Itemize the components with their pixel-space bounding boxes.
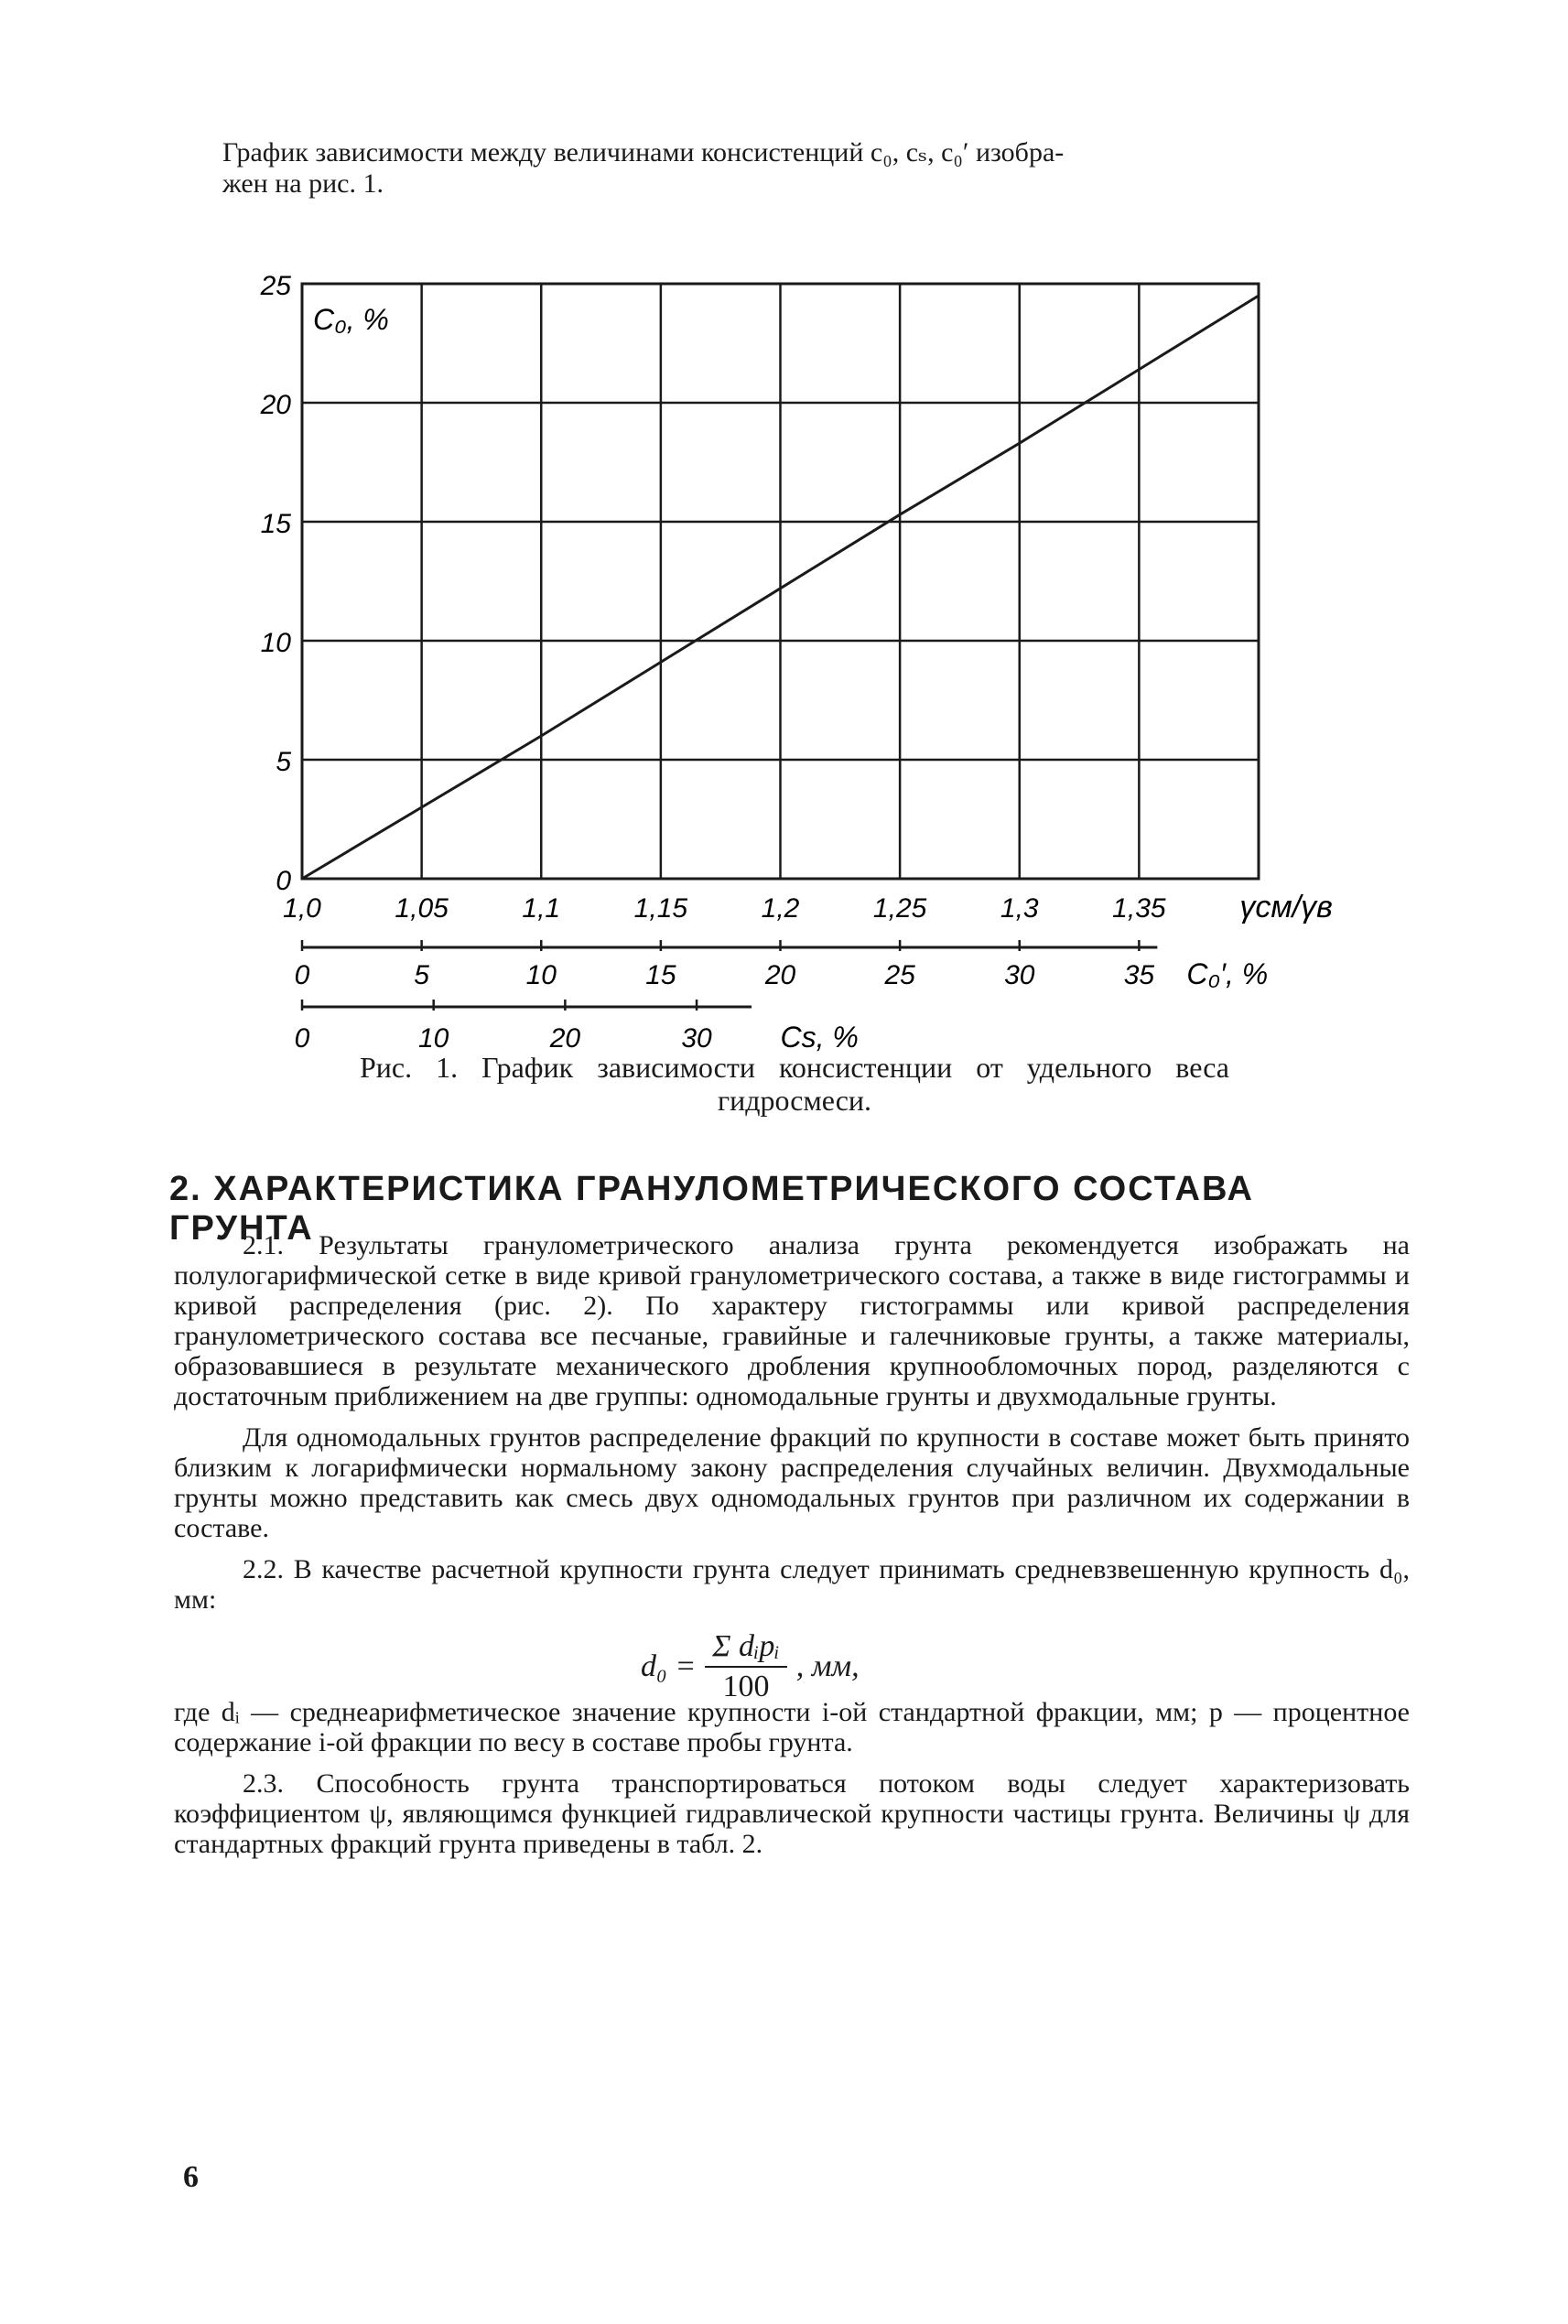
- x2-tick-label: 25: [884, 960, 915, 990]
- x2-tick-label: 0: [294, 960, 310, 990]
- chart-grid: [302, 284, 1259, 879]
- x-tick-label: 1,05: [395, 893, 449, 924]
- x-tick-label: 1,1: [522, 893, 561, 924]
- formula-numerator: Σ dᵢpᵢ: [705, 1629, 786, 1668]
- x2-tick-label: 20: [764, 960, 796, 990]
- formula-denominator: 100: [722, 1670, 770, 1703]
- caption-line-1: Рис. 1. График зависимости консистенции от удельного веса: [359, 1051, 1229, 1084]
- x-tick-label: 1,35: [1112, 893, 1166, 924]
- y-tick-label: 15: [260, 509, 291, 539]
- intro-line-1: График зависимости между величинами консистенций c₀, cₛ, c₀′ изобра-: [222, 137, 1065, 168]
- x-tick-label: 1,0: [283, 893, 321, 924]
- formula-lhs: d₀ =: [641, 1649, 697, 1683]
- section-heading: 2. ХАРАКТЕРИСТИКА ГРАНУЛОМЕТРИЧЕСКОГО СОСТАВА ГРУНТА: [169, 1170, 1254, 1248]
- x3-axis-label: Cs, %: [780, 1021, 859, 1054]
- x-tick-label: 1,25: [872, 893, 927, 924]
- y-tick-label: 25: [260, 271, 291, 301]
- caption-line-2: гидросмеси.: [717, 1084, 872, 1117]
- x-axis-label: γсм/γв: [1239, 890, 1333, 924]
- paragraph-2-2b: где dᵢ — среднеарифметическое значение крупности i-ой стандартной фракции, мм; p — процентное содержание i-ой фракции по весу в составе пробы грунта.: [174, 1697, 1410, 1757]
- intro-line-2: жен на рис. 1.: [222, 168, 384, 199]
- figure-caption: [222, 1051, 1367, 1117]
- x3-tick-label: 30: [681, 1023, 712, 1054]
- x2-tick-label: 15: [645, 960, 676, 990]
- paragraph-2-3: 2.3. Способность грунта транспортироваться потоком воды следует характеризовать коэффициентом ψ, являющимся функцией гидравлической крупности частицы грунта. Величины ψ для стандартных фракций грунта приведены в табл. 2.: [174, 1768, 1410, 1859]
- x2-tick-label: 5: [414, 960, 429, 990]
- x3-tick-label: 20: [549, 1023, 581, 1054]
- x-tick-label: 1,2: [761, 893, 800, 924]
- section-body: [174, 1230, 1410, 1859]
- x-tick-label: 1,3: [1000, 893, 1039, 924]
- y-tick-label: 0: [276, 866, 291, 896]
- x3-tick-label: 0: [294, 1023, 310, 1054]
- consistency-chart: [0, 247, 1568, 1071]
- formula-fraction: [705, 1629, 786, 1704]
- page-number: 6: [183, 2160, 199, 2194]
- x2-tick-label: 30: [1004, 960, 1035, 990]
- y-tick-label: 10: [260, 628, 291, 658]
- formula-unit: , мм,: [795, 1649, 860, 1683]
- formula-d0: [641, 1629, 860, 1704]
- paragraph-2-1: 2.1. Результаты гранулометрического анализа грунта рекомендуется изображать на полулогарифмической сетке в виде кривой гранулометрического состава, а также в виде гистограммы и кривой распределения (рис. 2). По характеру гистограммы или кривой распределения гранулометрического состава все песчаные, гравийные и галечниковые грунты, а также материалы, образовавшиеся в результате механического дробления крупнообломочных пород, разделяются с достаточным приближением на две группы: одномодальные грунты и двухмодальные грунты.: [174, 1230, 1410, 1411]
- x-tick-label: 1,15: [633, 893, 688, 924]
- paragraph-2-1b: Для одномодальных грунтов распределение фракций по крупности в составе может быть принято близким к логарифмически нормальному закону распределения случайных величин. Двухмодальные грунты можно представить как смесь двух одномодальных грунтов при различном их содержании в составе.: [174, 1422, 1410, 1543]
- x2-tick-label: 35: [1123, 960, 1155, 990]
- paragraph-2-2: 2.2. В качестве расчетной крупности грунта следует принимать средневзвешенную крупность d₀, мм:: [174, 1554, 1410, 1615]
- intro-paragraph: [222, 137, 1403, 200]
- y-axis-label: C₀, %: [313, 303, 389, 336]
- x3-tick-label: 10: [418, 1023, 449, 1054]
- x2-axis-label: C₀′, %: [1186, 957, 1269, 990]
- y-tick-label: 5: [276, 747, 291, 777]
- y-tick-label: 20: [260, 390, 291, 420]
- x2-tick-label: 10: [525, 960, 557, 990]
